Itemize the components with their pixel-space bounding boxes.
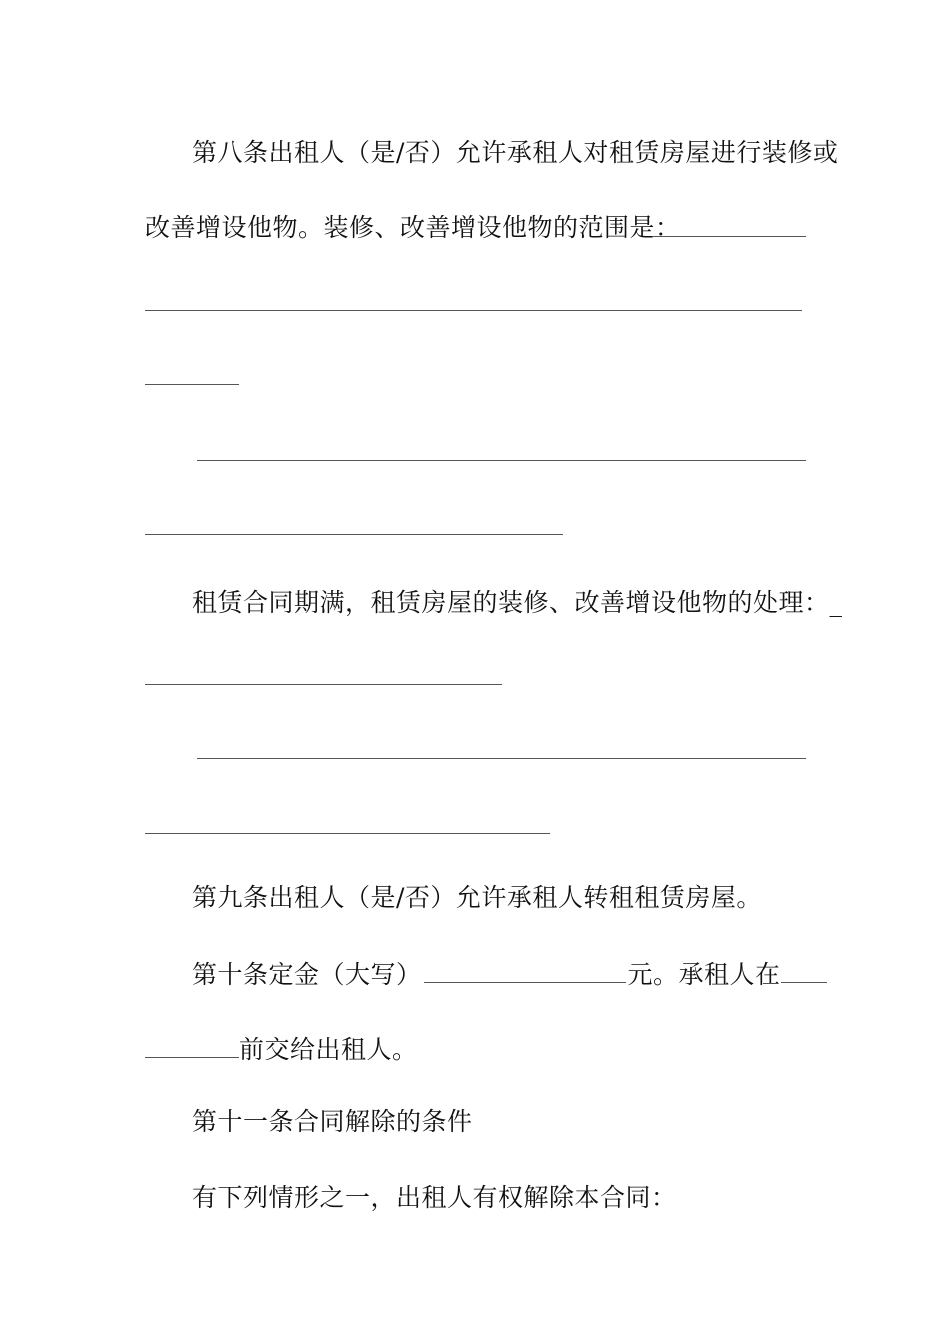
- deposit-label: 第十条定金（大写）: [192, 960, 422, 989]
- article-11-intro: 有下列情形之一，出租人有权解除本合同：: [192, 1183, 677, 1212]
- article-10-line-2: [145, 1031, 418, 1067]
- article-8-line-1: 第八条出租人（是/否）允许承租人对租赁房屋进行装修或: [192, 138, 839, 167]
- article-8-scope-label: 改善增设他物。装修、改善增设他物的范围是：: [145, 213, 681, 242]
- scope-blank-4: [197, 460, 806, 461]
- handling-blank-2: [197, 758, 806, 759]
- handling-blank-1: [145, 684, 502, 685]
- scope-blank-2: [145, 310, 802, 311]
- article-8-line-2: [145, 211, 681, 245]
- article-9: 第九条出租人（是/否）允许承租人转租租赁房屋。: [192, 883, 762, 912]
- handling-blank-3: [145, 833, 550, 834]
- article-11-title: 第十一条合同解除的条件: [192, 1107, 473, 1136]
- article-10-line-1: [192, 956, 827, 992]
- scope-blank-5: [145, 534, 563, 535]
- deposit-amount-blank: [424, 956, 626, 983]
- deposit-deadline-text: 前交给出租人。: [239, 1035, 418, 1064]
- scope-blank-3: [145, 384, 239, 385]
- deposit-date-blank-2: [145, 1031, 239, 1058]
- scope-blank-1: [652, 236, 806, 237]
- deposit-unit: 元。承租人在: [627, 960, 781, 989]
- deposit-date-blank-1: [781, 956, 827, 983]
- article-8-handling: 租赁合同期满，租赁房屋的装修、改善增设他物的处理：_: [192, 588, 843, 617]
